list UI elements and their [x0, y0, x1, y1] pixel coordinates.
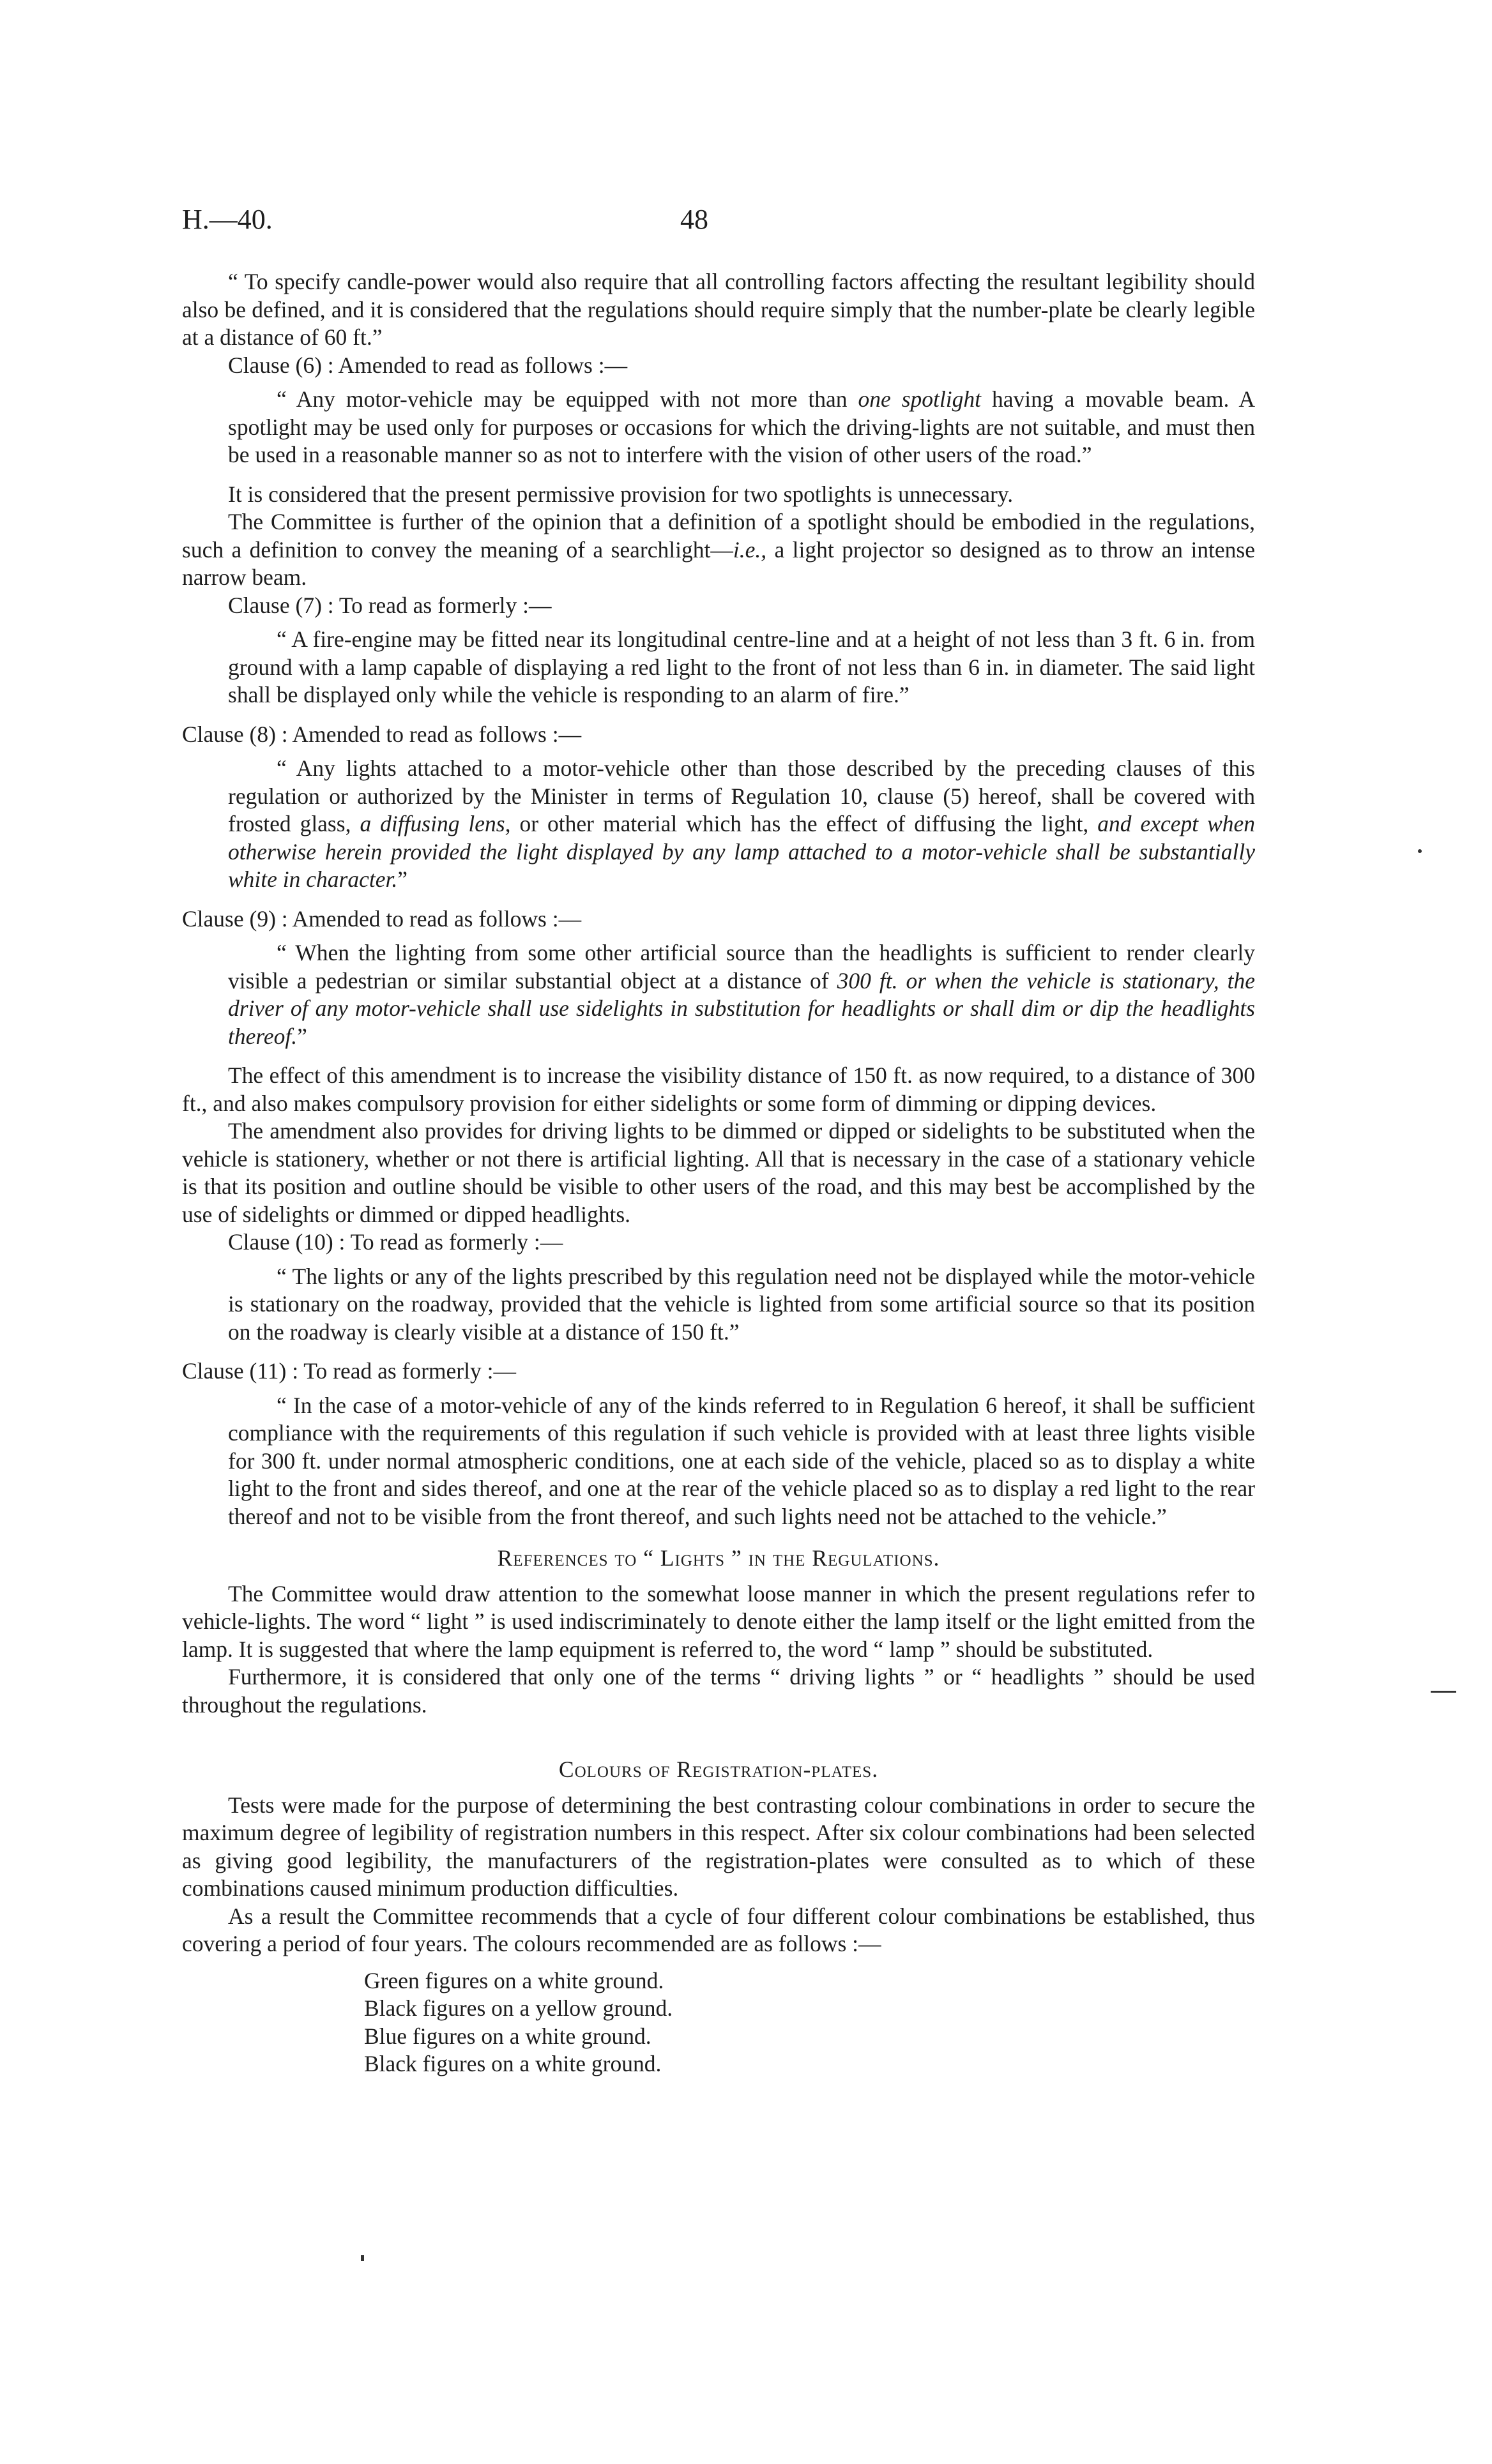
quoted-clause: “ When the lighting from some other artificial source than the headlights is sufficient to render clearly visible a pedestrian or similar substantial object at a distance of 300 ft. or when the vehicle is stationary, the driver of any motor-vehicle shall use sidelights in substitution for headlights or shall dim or dip the headlights thereof.” — [228, 940, 1256, 1049]
page-number: 48 — [680, 204, 708, 235]
clause-heading: Clause (8) : Amended to read as follows :— — [182, 721, 582, 747]
section-heading: Colours of Registration-plates. — [558, 1757, 879, 1782]
list-item: Black figures on a white ground. — [364, 2051, 662, 2076]
paragraph: The Committee is further of the opinion that a definition of a spotlight should be embodied in the regulations, such a definition to convey the meaning of a searchlight—i.e., a light projector so designed as to throw an intense narrow beam. — [182, 509, 1255, 590]
paragraph: Tests were made for the purpose of determining the best contrasting colour combinations in order to secure the maximum degree of legibility of registration numbers in this respect. After six colour combinations had been selected as giving good legibility, the manufacturers of the registration-plates were consulted as to which of these combinations caused minimum production difficulties. — [182, 1792, 1255, 1901]
clause-heading: Clause (6) : Amended to read as follows :— — [228, 352, 628, 378]
list-item: Green figures on a white ground. — [364, 1967, 664, 1993]
quoted-clause: “ Any motor-vehicle may be equipped with not more than one spotlight having a movable beam. A spotlight may be used only for purposes or occasions for which the driving-lights are not suitable, and must then be used in a reasonable manner so as not to interfere with the vision of other users of the road.” — [228, 386, 1255, 467]
paragraph: Furthermore, it is considered that only one of the terms “ driving lights ” or “ headlights ” should be used throughout the regulations. — [182, 1664, 1255, 1718]
margin-mark — [361, 2255, 364, 2261]
quoted-clause: “ A fire-engine may be fitted near its longitudinal centre-line and at a height of not less than 3 ft. 6 in. from ground with a lamp capable of displaying a red light to the front of not less than 6 in. in diameter. The said light shall be displayed only while the vehicle is responding to an alarm of fire.” — [228, 626, 1255, 707]
colour-list — [182, 1967, 1255, 2078]
clause-heading: Clause (9) : Amended to read as follows :— — [182, 905, 582, 932]
page-header — [182, 203, 1255, 241]
quoted-clause: “ In the case of a motor-vehicle of any of the kinds referred to in Regulation 6 hereof, it shall be sufficient compliance with the requirements of this regulation if such vehicle is provided with at least three lights visible for 300 ft. under normal atmospheric conditions, one at each side of the vehicle, placed so as to display a white light to the front and sides thereof, and one at the rear of the vehicle placed so as to display a red light to the rear thereof and not to be visible from the front thereof, and such lights need not be attached to the vehicle.” — [228, 1392, 1255, 1529]
margin-mark — [1418, 849, 1422, 853]
body-text — [182, 268, 1255, 2078]
list-item: Blue figures on a white ground. — [364, 2023, 651, 2049]
section-heading: References to “ Lights ” in the Regulations. — [497, 1545, 940, 1571]
paragraph: It is considered that the present permissive provision for two spotlights is unnecessary. — [228, 481, 1014, 507]
clause-heading: Clause (11) : To read as formerly :— — [182, 1358, 516, 1384]
paragraph: The effect of this amendment is to increase the visibility distance of 150 ft. as now required, to a distance of 300 ft., and also makes compulsory provision for either sidelights or some form of dimming or dipping devices. — [182, 1062, 1255, 1116]
list-item: Black figures on a yellow ground. — [364, 1995, 673, 2021]
quoted-clause: “ Any lights attached to a motor-vehicle other than those described by the preceding clauses of this regulation or authorized by the Minister in terms of Regulation 10, clause (5) hereof, shall be covered with frosted glass, a diffusing lens, or other material which has the effect of diffusing the light, and except when otherwise herein provided the light displayed by any lamp attached to a motor-vehicle shall be substantially white in character.” — [228, 755, 1256, 892]
paragraph: The Committee would draw attention to the somewhat loose manner in which the present regulations refer to vehicle-lights. The word “ light ” is used indiscriminately to denote either the lamp itself or the light emitted from the lamp. It is suggested that where the lamp equipment is referred to, the word “ lamp ” should be substituted. — [182, 1580, 1255, 1662]
paragraph: The amendment also provides for driving lights to be dimmed or dipped or sidelights to be substituted when the vehicle is stationery, whether or not there is artificial lighting. All that is necessary in the case of a stationary vehicle is that its position and outline should be visible to other users of the road, and this may best be accomplished by the use of sidelights or dimmed or dipped headlights. — [182, 1118, 1255, 1227]
paragraph: “ To specify candle-power would also require that all controlling factors affecting the resultant legibility should also be defined, and it is considered that the regulations should require simply that the number-plate be clearly legible at a distance of 60 ft.” — [182, 269, 1255, 350]
clause-heading: Clause (10) : To read as formerly :— — [228, 1229, 563, 1255]
quoted-clause: “ The lights or any of the lights prescribed by this regulation need not be displayed while the motor-vehicle is stationary on the roadway, provided that the vehicle is lighted from some artificial source so that its position on the roadway is clearly visible at a distance of 150 ft.” — [228, 1263, 1255, 1345]
paragraph: As a result the Committee recommends that a cycle of four different colour combinations be established, thus covering a period of four years. The colours recommended are as follows :— — [182, 1903, 1255, 1956]
clause-heading: Clause (7) : To read as formerly :— — [228, 592, 552, 618]
document-reference: H.—40. — [182, 204, 273, 235]
margin-mark — [1431, 1691, 1456, 1693]
